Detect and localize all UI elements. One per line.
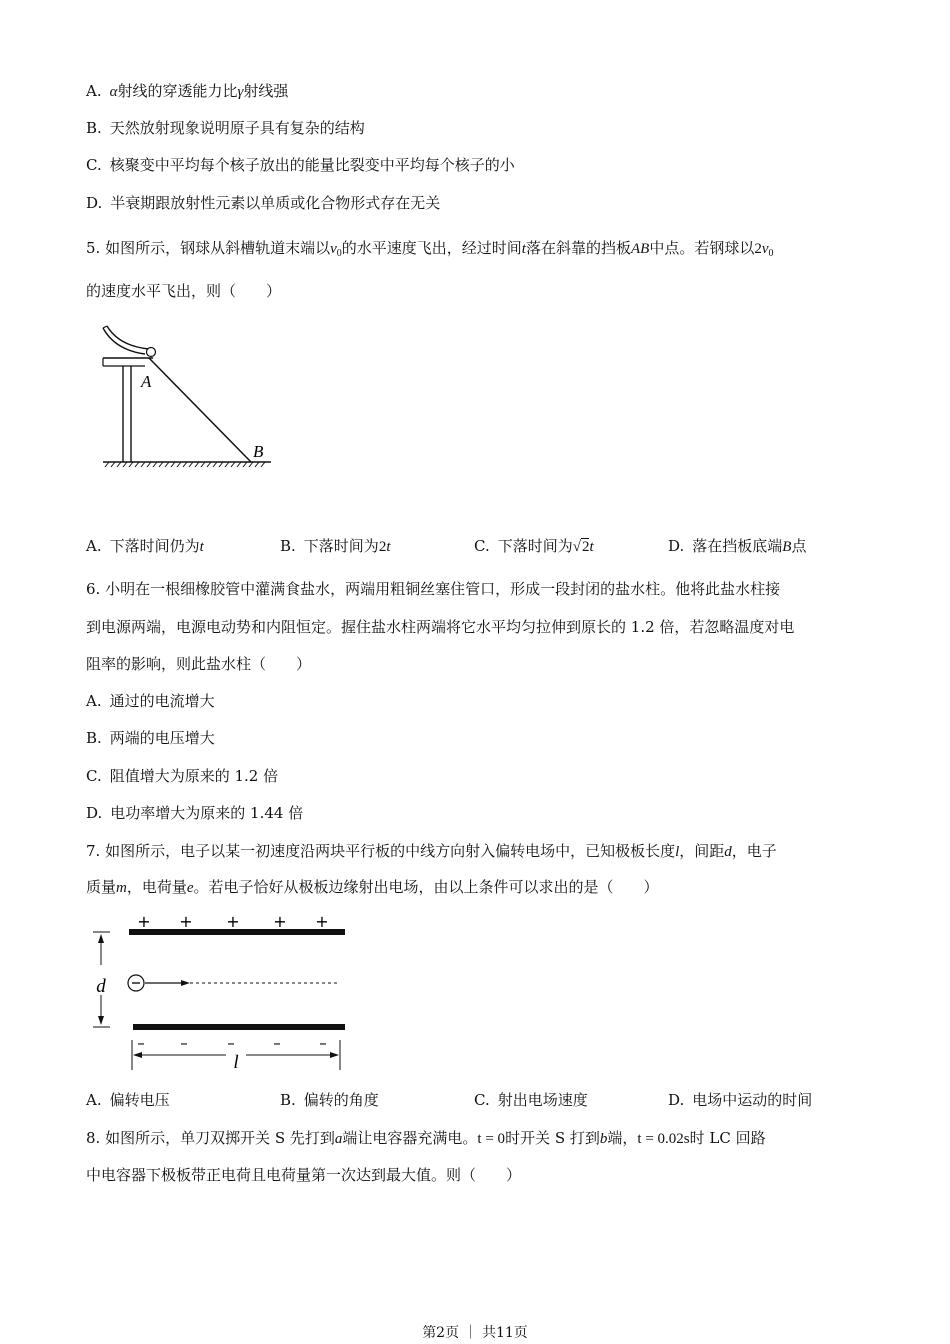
- plus-sign: +: [315, 912, 329, 931]
- q8-stem-line2: 中电容器下极板带正电荷且电荷量第一次达到最大值。则（ ）: [86, 1166, 522, 1184]
- q7-option-a: A. 偏转电压: [86, 1091, 170, 1109]
- plus-sign: +: [137, 912, 151, 931]
- plus-sign: +: [179, 912, 193, 931]
- q4-option-d: D. 半衰期跟放射性元素以单质或化合物形式存在无关: [86, 194, 441, 212]
- q8-stem-line1: 8. 如图所示，单刀双掷开关 S 先打到a端让电容器充满电。t = 0时开关 S 打到b端，t = 0.02s时 LC 回路: [86, 1129, 766, 1147]
- minus-sign: –: [180, 1034, 188, 1052]
- page-footer: 第2页 ｜ 共11页: [422, 1325, 528, 1341]
- q7-figure: [88, 910, 358, 1078]
- q5-stem-line2: 的速度水平飞出，则（ ）: [86, 282, 282, 300]
- q7-option-c: C. 射出电场速度: [474, 1091, 588, 1109]
- q6-stem-line2: 到电源两端，电源电动势和内阻恒定。握住盐水柱两端将它水平均匀拉伸到原长的 1.2 倍，若忽略温度对电: [86, 618, 795, 636]
- q6-option-d: D. 电功率增大为原来的 1.44 倍: [86, 804, 304, 822]
- q7-figure-label-l: l: [233, 1052, 239, 1073]
- q4-option-b: B. 天然放射现象说明原子具有复杂的结构: [86, 119, 365, 137]
- q5-option-b: B. 下落时间为2t: [280, 537, 391, 555]
- plus-sign: +: [273, 912, 287, 931]
- minus-sign: –: [319, 1034, 327, 1052]
- q5-option-c: C. 下落时间为√2t: [474, 537, 594, 555]
- q7-stem-line1: 7. 如图所示，电子以某一初速度沿两块平行板的中线方向射入偏转电场中，已知极板长度l，间距d，电子: [86, 842, 777, 860]
- q7-figure-label-d: d: [96, 976, 106, 997]
- q7-option-b: B. 偏转的角度: [280, 1091, 379, 1109]
- minus-sign: –: [227, 1034, 235, 1052]
- q4-option-c: C. 核聚变中平均每个核子放出的能量比裂变中平均每个核子的小: [86, 156, 515, 174]
- q6-option-b: B. 两端的电压增大: [86, 729, 215, 747]
- minus-sign: –: [137, 1034, 145, 1052]
- q6-stem-line1: 6. 小明在一根细橡胶管中灌满食盐水，两端用粗铜丝塞住管口，形成一段封闭的盐水柱。他将此盐水柱接: [86, 580, 781, 598]
- q7-stem-line2: 质量m，电荷量e。若电子恰好从极板边缘射出电场，由以上条件可以求出的是（ ）: [86, 878, 659, 896]
- q5-figure-label-b: B: [253, 442, 264, 461]
- q6-stem-line3: 阻率的影响，则此盐水柱（ ）: [86, 655, 312, 673]
- q5-option-d: D. 落在挡板底端B点: [668, 537, 807, 555]
- q5-stem-line1: 5. 如图所示，钢球从斜槽轨道末端以$v_0$的水平速度飞出，经过时间t落在斜靠的挡板AB中点。若钢球以$2v_0$: [86, 239, 774, 259]
- q6-option-c: C. 阻值增大为原来的 1.2 倍: [86, 767, 279, 785]
- q4-option-a: A. α射线的穿透能力比γ射线强: [86, 82, 289, 100]
- q6-option-a: A. 通过的电流增大: [86, 692, 215, 710]
- minus-sign: –: [273, 1034, 281, 1052]
- q7-option-d: D. 电场中运动的时间: [668, 1091, 813, 1109]
- q5-option-a: A. 下落时间仍为t: [86, 537, 204, 555]
- plus-sign: +: [226, 912, 240, 931]
- q5-figure: [95, 320, 285, 470]
- q5-figure-label-a: A: [141, 372, 152, 391]
